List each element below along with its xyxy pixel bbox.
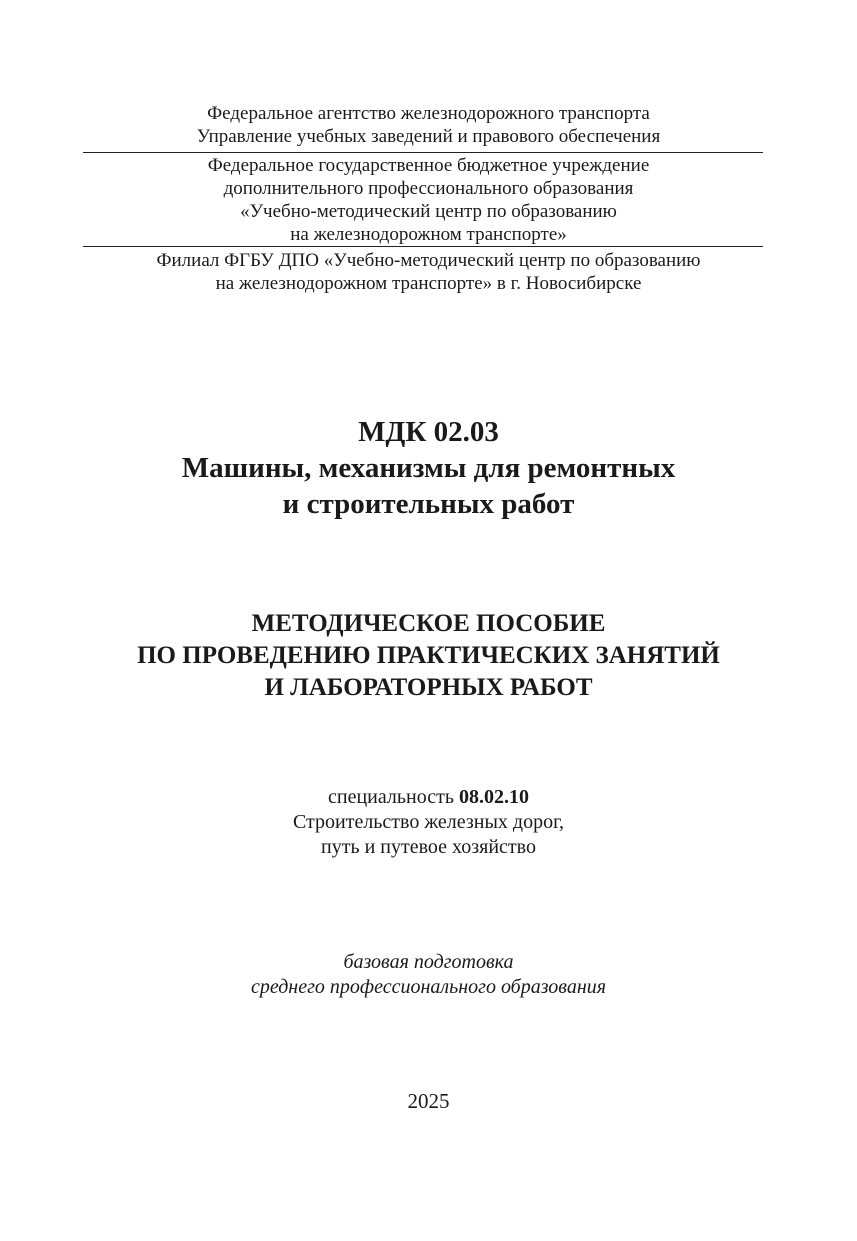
institution-line: Федеральное государственное бюджетное учреждение [207, 155, 650, 176]
course-name-line: и строительных работ [282, 488, 575, 520]
specialty-block [0, 785, 857, 860]
education-level-line: среднего профессионального образования [250, 976, 607, 998]
institution-line: дополнительного профессионального образования [223, 178, 634, 199]
institution-line: на железнодорожном транспорте» [290, 224, 567, 245]
agency-name: Федеральное агентство железнодорожного транспорта [207, 103, 650, 124]
agency-header [0, 102, 857, 148]
document-type [0, 608, 857, 704]
specialty-label: специальность [328, 786, 454, 808]
agency-department: Управление учебных заведений и правового обеспечения [196, 126, 661, 147]
specialty-code: 08.02.10 [458, 786, 529, 808]
institution-line: «Учебно-методический центр по образованию [240, 201, 617, 222]
document-type-line: МЕТОДИЧЕСКОЕ ПОСОБИЕ [251, 610, 606, 637]
document-type-line: ПО ПРОВЕДЕНИЮ ПРАКТИЧЕСКИХ ЗАНЯТИЙ [137, 642, 720, 669]
document-type-line: И ЛАБОРАТОРНЫХ РАБОТ [264, 674, 593, 701]
specialty-heading [0, 785, 857, 810]
education-level-line: базовая подготовка [343, 951, 514, 973]
branch-line: на железнодорожном транспорте» в г. Новосибирске [215, 273, 642, 294]
header-divider-top [83, 152, 763, 153]
specialty-name-line: Строительство железных дорог, [292, 811, 565, 833]
course-code: МДК 02.03 [358, 416, 499, 448]
specialty-name-line: путь и путевое хозяйство [321, 836, 536, 858]
course-title [0, 414, 857, 522]
branch-header [0, 249, 857, 295]
course-name-line: Машины, механизмы для ремонтных [181, 452, 676, 484]
header-divider-bottom [83, 246, 763, 247]
publication-year: 2025 [407, 1089, 450, 1113]
education-level [0, 950, 857, 1000]
branch-line: Филиал ФГБУ ДПО «Учебно-методический центр по образованию [156, 250, 701, 271]
institution-header [0, 154, 857, 246]
